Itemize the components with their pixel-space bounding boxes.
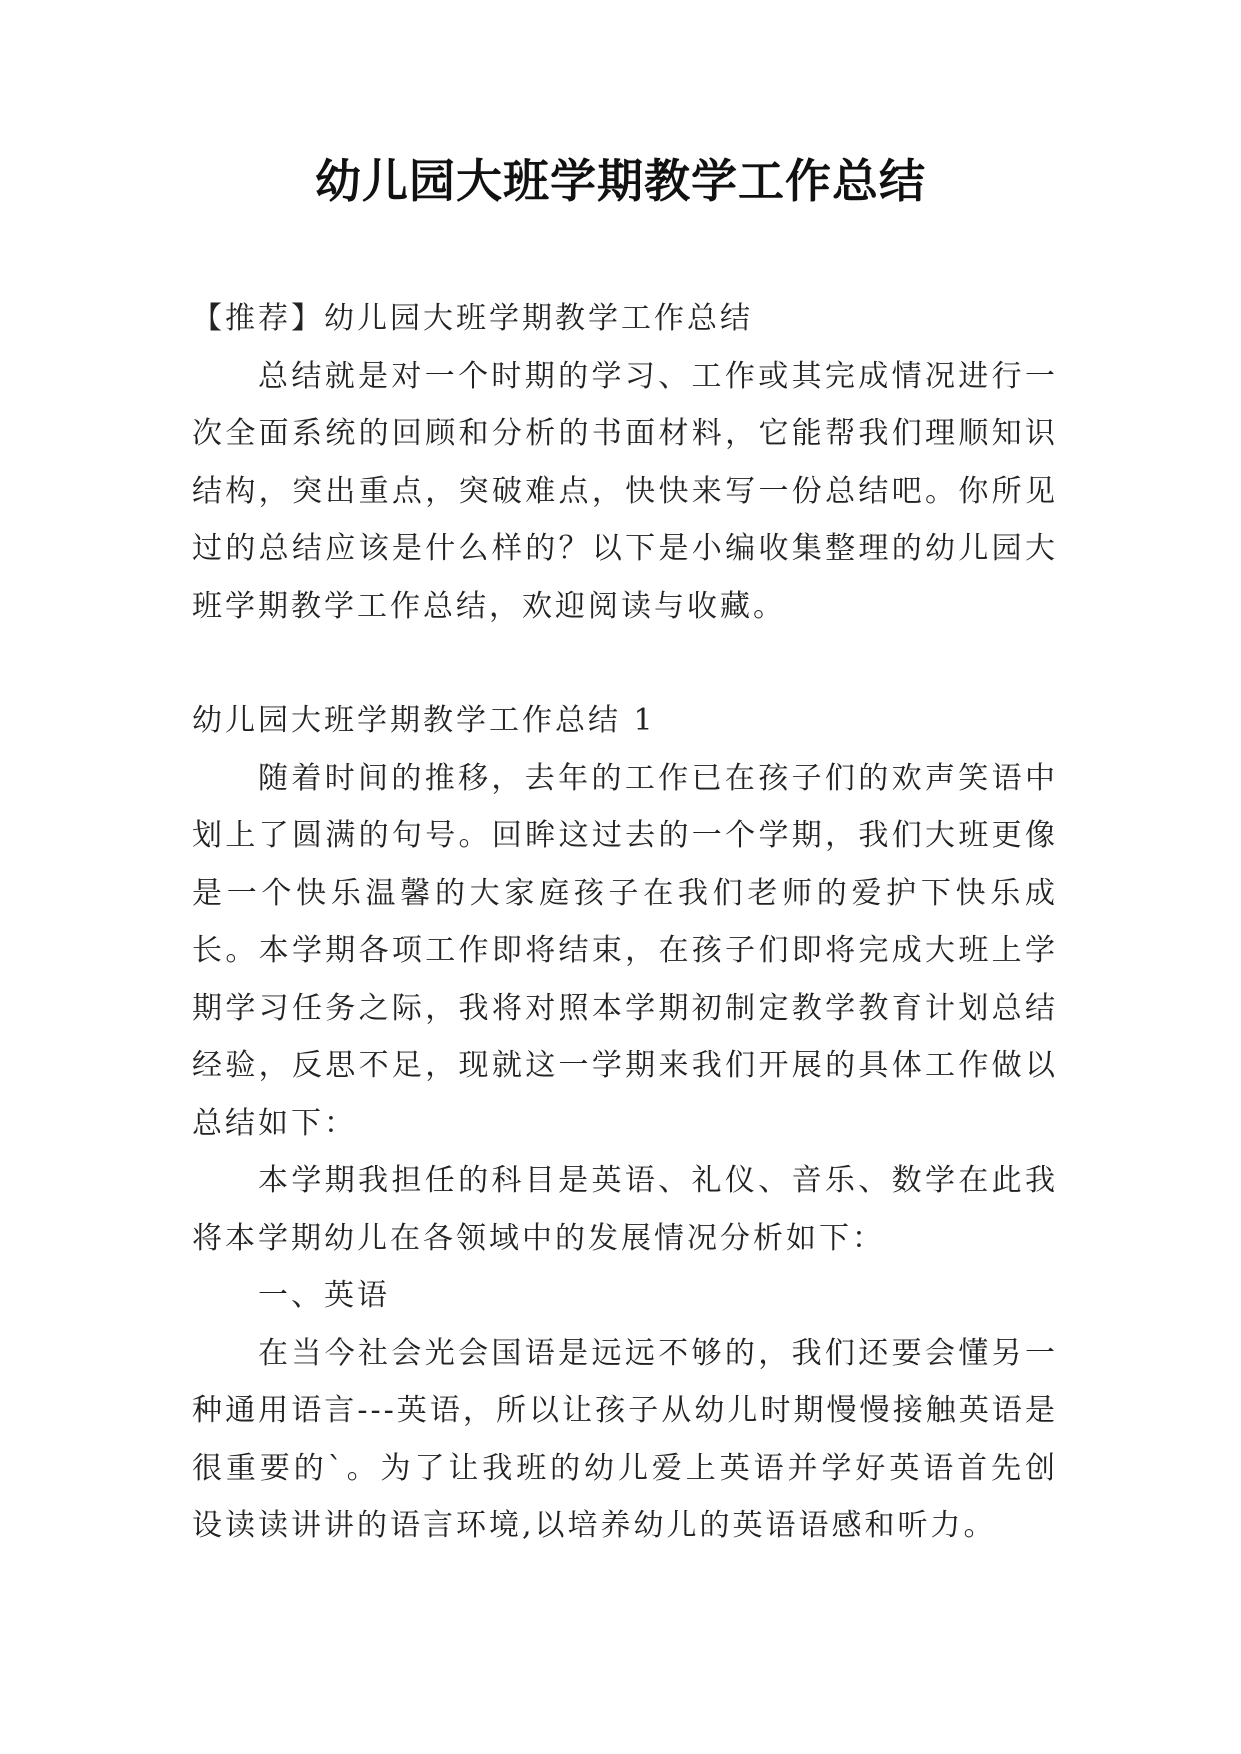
body-paragraph-3: 在当今社会光会国语是远远不够的，我们还要会懂另一种通用语言---英语，所以让孩子从幼儿时期慢慢接触英语是很重要的`。为了让我班的幼儿爱上英语并学好英语首先创设读读讲讲的语言环境,以培养幼儿的英语语感和听力。 (192, 1335, 1058, 1543)
section-spacer (192, 635, 1058, 692)
subheading-english: 一、英语 (258, 1278, 390, 1313)
body-paragraph-1: 随着时间的推移，去年的工作已在孩子们的欢声笑语中划上了圆满的句号。回眸这过去的一个学期，我们大班更像是一个快乐温馨的大家庭孩子在我们老师的爱护下快乐成长。本学期各项工作即将结束，在孩子们即将完成大班上学期学习任务之际，我将对照本学期初制定教学教育计划总结经验，反思不足，现就这一学期来我们开展的具体工作做以总结如下： (192, 760, 1058, 1141)
body-paragraph-2: 本学期我担任的科目是英语、礼仪、音乐、数学在此我将本学期幼儿在各领域中的发展情况分析如下： (192, 1163, 1058, 1256)
recommend-line: 【推荐】幼儿园大班学期教学工作总结 (192, 301, 753, 336)
section-heading: 幼儿园大班学期教学工作总结 1 (192, 703, 656, 738)
document-title: 幼儿园大班学期教学工作总结 (315, 154, 926, 208)
document-body (192, 290, 1058, 1555)
intro-paragraph: 总结就是对一个时期的学习、工作或其完成情况进行一次全面系统的回顾和分析的书面材料，它能帮我们理顺知识结构，突出重点，突破难点，快快来写一份总结吧。你所见过的总结应该是什么样的？以下是小编收集整理的幼儿园大班学期教学工作总结，欢迎阅读与收藏。 (192, 358, 1058, 624)
